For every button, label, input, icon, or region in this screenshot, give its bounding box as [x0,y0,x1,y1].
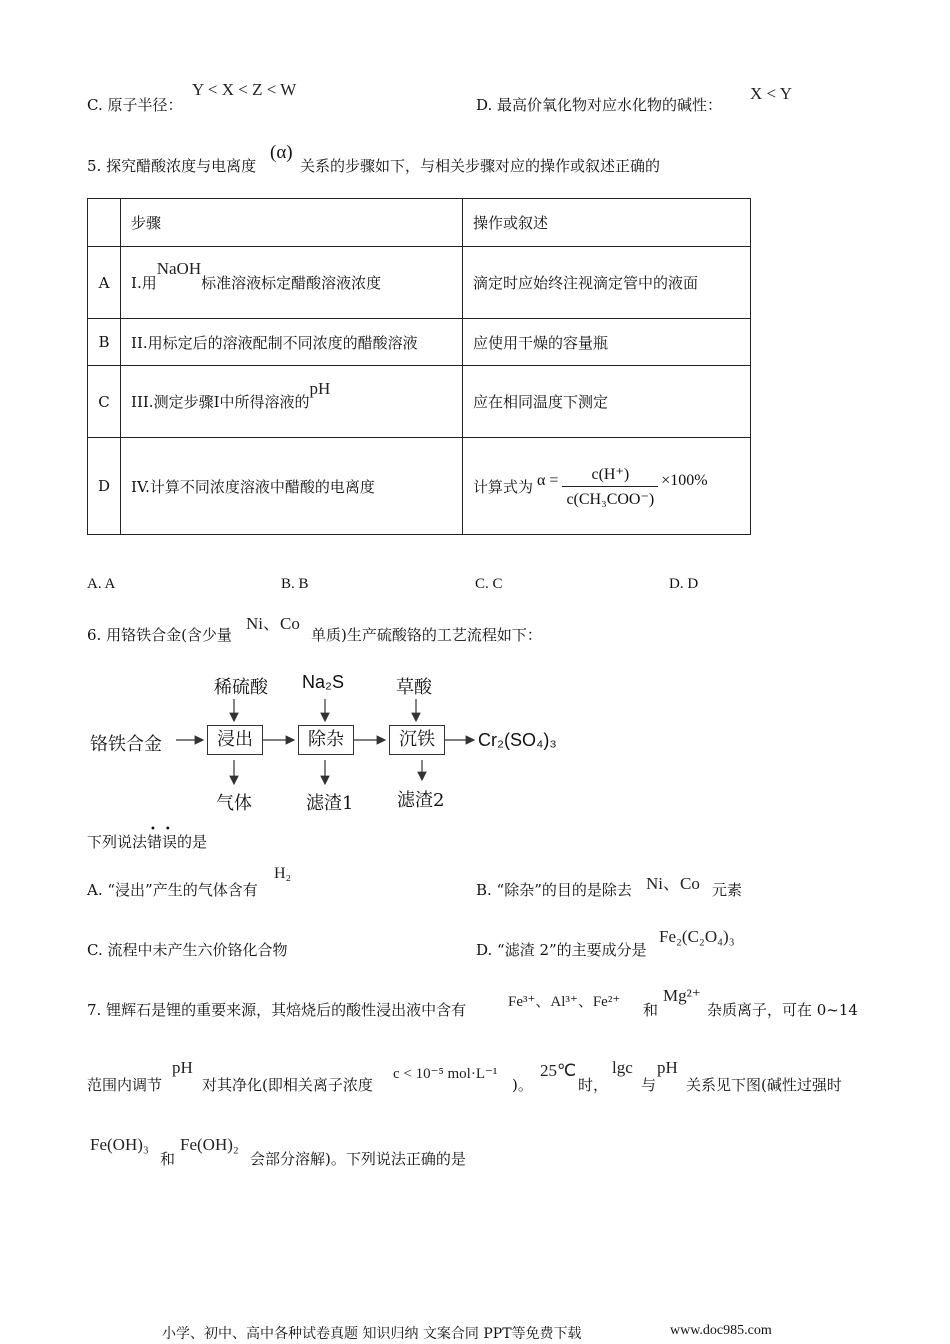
row-step: IV.计算不同浓度溶液中醋酸的电离度 [121,438,463,535]
q7-fe-oh-2: Fe(OH)₂ [180,1135,239,1154]
output-residue-2: 滤渣2 [397,790,445,811]
footer-text: 小学、初中、高中各种试卷真题 知识归纳 文案合同 PPT等免费下载 [162,1326,582,1342]
q6-option-d: D. “滤渣 2”的主要成分是 [476,941,647,959]
q7-line2-with: 与 [641,1076,657,1094]
step-impurity-removal: 除杂 [298,725,354,755]
q7-line2-part2: 对其净化(即相关离子浓度 [202,1076,373,1094]
percent-factor: ×100% [661,472,708,489]
q7-mg-ion: Mg²⁺ [663,986,701,1005]
formula-intro: 计算式为 [473,477,534,496]
q6-option-a: A. “浸出”产生的气体含有 [87,881,258,899]
q7-ph-2: pH [657,1058,678,1077]
q6-stem-part1: 6. 用铬铁合金(含少量 [87,626,232,644]
q7-line2-close: )。 [512,1076,533,1094]
naoh-formula: NaOH [156,259,202,278]
q5-option-b: B. B [281,576,309,592]
q6-stem-part2: 单质)生产硫酸铬的工艺流程如下： [311,626,542,644]
product-chromium-sulfate: Cr₂(SO₄)₃ [478,730,557,750]
start-material: 铬铁合金 [90,734,162,755]
row-operation: 应使用干燥的容量瓶 [463,319,751,366]
row-step: II.用标定后的溶液配制不同浓度的醋酸溶液 [121,319,463,366]
q4-option-c-label: C. 原子半径： [87,96,183,114]
q4-option-d-formula: X < Y [750,84,793,103]
q5-stem-part1: 5. 探究醋酸浓度与电离度 [87,157,257,175]
q5-option-c: C. C [475,576,503,592]
q6-option-d-formula: Fe₂(C₂O₄)₃ [659,927,735,946]
q5-alpha-symbol: (α) [270,142,293,163]
q7-line2-when: 时， [578,1076,609,1094]
row-operation: 滴定时应始终注视滴定管中的液面 [463,247,751,319]
q7-line2-part1: 范围内调节 [87,1076,163,1094]
step-leaching: 浸出 [207,725,263,755]
q4-option-d-label: D. 最高价氧化物对应水化物的碱性： [476,96,723,114]
q7-line1-part1: 7. 锂辉石是锂的重要来源，其焙烧后的酸性浸出液中含有 [87,1001,467,1019]
q7-concentration: c < 10⁻⁵ mol·L⁻¹ [393,1066,498,1082]
output-gas: 气体 [216,793,252,814]
q7-line2-part3: 关系见下图(碱性过强时 [686,1076,842,1094]
q6-option-b-tail: 元素 [712,881,743,899]
q6-option-b: B. “除杂”的目的是除去 [476,881,632,899]
q7-line1-part2: 杂质离子，可在 0~14 [707,1001,858,1019]
q7-temperature: 25℃ [540,1061,577,1080]
q7-ph: pH [172,1058,193,1077]
q7-line3-and: 和 [160,1150,176,1168]
q6-option-b-formula: Ni、Co [646,874,700,893]
header-operation: 操作或叙述 [463,199,751,247]
q6-question: 下列说法 •• 错误的是 [87,824,208,851]
q7-and: 和 [643,1001,659,1019]
q5-stem-part2: 关系的步骤如下，与相关步骤对应的操作或叙述正确的 [300,157,661,175]
row-label: C [88,366,121,438]
step-text: III.测定步骤I中所得溶液的 [131,393,310,411]
ph-symbol: pH [309,379,331,398]
step-text-tail: 标准溶液标定醋酸溶液浓度 [201,274,382,292]
emphasis-wrong: •• 错误 [147,824,180,851]
q6-ni-co: Ni、Co [246,614,300,633]
q7-ions: Fe³⁺、Al³⁺、Fe²⁺ [508,994,621,1010]
header-step: 步骤 [121,199,463,247]
q7-line3-part2: 会部分溶解)。下列说法正确的是 [250,1150,466,1168]
q7-fe-oh-3: Fe(OH)₃ [90,1135,149,1154]
q5-option-a: A. A [87,576,116,592]
q7-lgc: lgc [612,1058,633,1077]
alpha-equals: α = [537,472,559,489]
row-operation: 应在相同温度下测定 [463,366,751,438]
step-text: I.用 [131,274,157,292]
row-label: B [88,319,121,366]
output-residue-1: 滤渣1 [306,793,354,814]
row-label: D [88,438,121,535]
q5-option-d: D. D [669,576,699,592]
q6-option-a-formula: H₂ [274,865,292,882]
fraction-denominator: c(CH₃COO⁻) [562,486,658,509]
q4-option-c-formula: Y < X < Z < W [192,80,297,99]
reagent-na2s: Na₂S [302,672,345,692]
footer-url[interactable]: www.doc985.com [670,1323,772,1338]
fraction-numerator: c(H⁺) [591,465,630,483]
row-label: A [88,247,121,319]
reagent-oxalic-acid: 草酸 [396,677,432,698]
q6-option-c: C. 流程中未产生六价铬化合物 [87,941,288,959]
reagent-dilute-sulfuric-acid: 稀硫酸 [214,677,268,698]
step-iron-precipitation: 沉铁 [389,725,445,755]
